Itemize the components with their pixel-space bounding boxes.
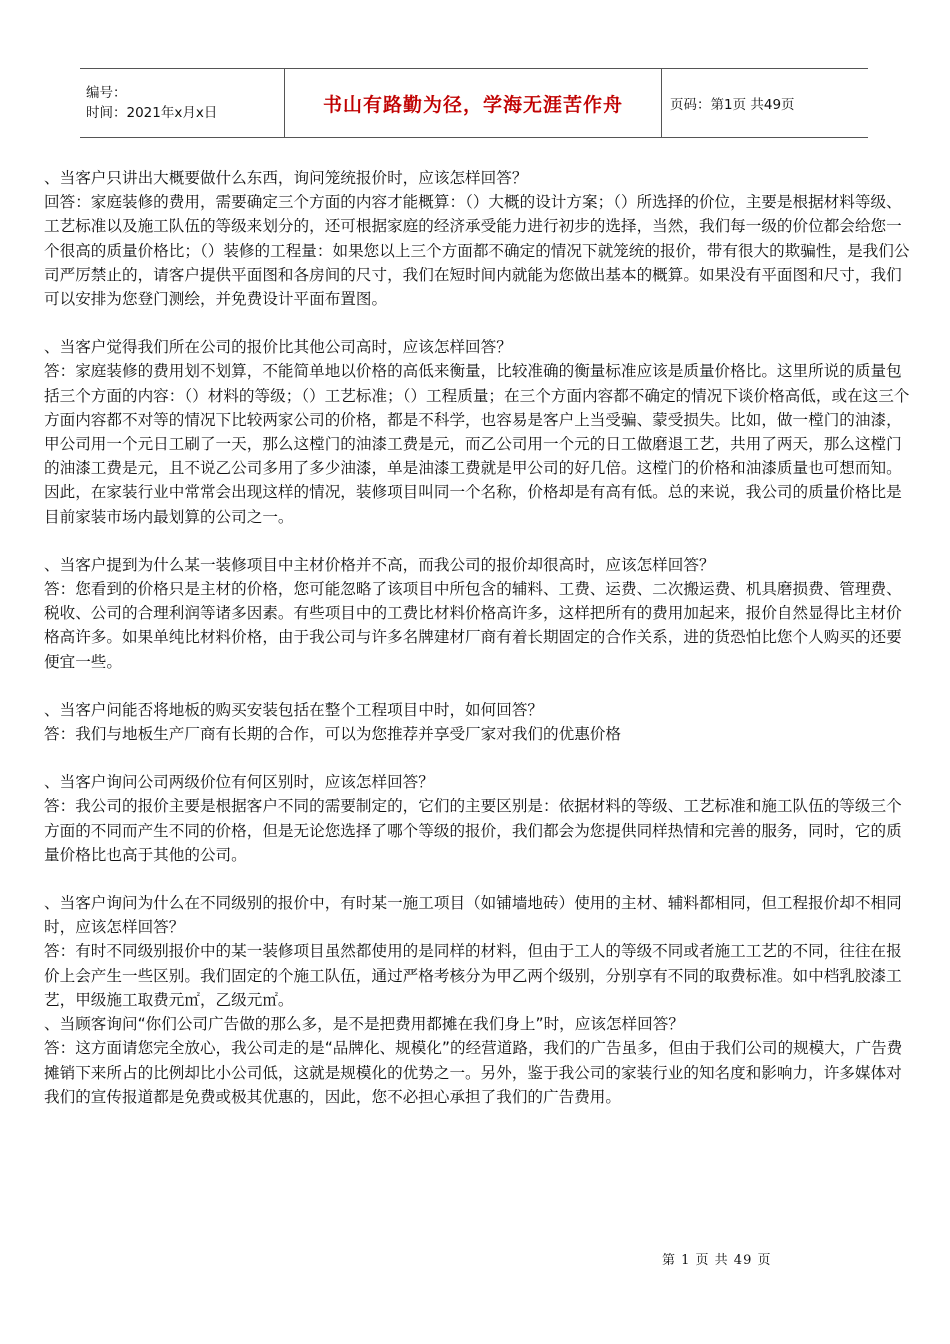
question: 、当客户问能否将地板的购买安装包括在整个工程项目中时，如何回答？ [44, 700, 544, 719]
question: 、当客户询问公司两级价位有何区别时，应该怎样回答？ [44, 773, 434, 792]
page-footer: 第 1 页 共 49 页 [662, 1253, 772, 1268]
qa-item [44, 166, 910, 311]
qa-item [44, 891, 910, 1012]
question: 、当客户觉得我们所在公司的报价比其他公司高时，应该怎样回答？ [44, 338, 512, 357]
question: 、当客户提到为什么某一装修项目中主材价格并不高，而我公司的报价却很高时，应该怎样回答？ [44, 555, 715, 574]
question: 、当顾客询问“你们公司广告做的那么多，是不是把费用都摊在我们身上”时，应该怎样回答？ [44, 1015, 684, 1034]
answer: 答：有时不同级别报价中的某一装修项目虽然都使用的是同样的材料，但由于工人的等级不同或者施工工艺的不同，往往在报价上会产生一些区别。我们固定的个施工队伍，通过严格考核分为甲乙两个级别，分别享有不同的取费标准。如中档乳胶漆工艺，甲级施工取费元㎡，乙级元㎡。 [44, 942, 902, 1009]
answer: 回答：家庭装修的费用，需要确定三个方面的内容才能概算：（）大概的设计方案；（）所选择的价位，主要是根据材料等级、工艺标准以及施工队伍的等级来划分的，还可根据家庭的经济承受能力进行初步的选择，当然，我们每一级的价位都会给您一个很高的质量价格比；（）装修的工程量：如果您以上三个方面都不确定的情况下就笼统的报价，带有很大的欺骗性，是我们公司严厉禁止的，请客户提供平面图和各房间的尺寸，我们在短时间内就能为您做出基本的概算。如果没有平面图和尺寸，我们可以安排为您登门测绘，并免费设计平面布置图。 [44, 193, 910, 309]
qa-item [44, 1012, 910, 1109]
qa-item [44, 698, 910, 746]
qa-item [44, 335, 910, 529]
page-header [80, 68, 868, 138]
answer: 答：我公司的报价主要是根据客户不同的需要制定的，它们的主要区别是：依据材料的等级、工艺标准和施工队伍的等级三个方面的不同而产生不同的价格，但是无论您选择了哪个等级的报价，我们都会为您提供同样热情和完善的服务，同时，它的质量价格比也高于其他的公司。 [44, 797, 902, 864]
answer: 答：这方面请您完全放心，我公司走的是“品牌化、规模化”的经营道路，我们的广告虽多，但由于我们公司的规模大，广告费摊销下来所占的比例却比小公司低，这就是规模化的优势之一。另外，鉴于我公司的家装行业的知名度和影响力，许多媒体对我们的宣传报道都是免费或极其优惠的，因此，您不必担心承担了我们的广告费用。 [44, 1039, 903, 1106]
answer: 答：家庭装修的费用划不划算，不能简单地以价格的高低来衡量，比较准确的衡量标准应该是质量价格比。这里所说的质量包括三个方面的内容：（）材料的等级；（）工艺标准；（）工程质量；在三个方面内容都不确定的情况下谈价格高低，或在这三个方面内容都不对等的情况下比较两家公司的价格，都是不科学，也容易是客户上当受骗、蒙受损失。比如，做一樘门的油漆，甲公司用一个元日工刷了一天，那么这樘门的油漆工费是元，而乙公司用一个元的日工做磨退工艺，共用了两天，那么这樘门的油漆工费是元，且不说乙公司多用了多少油漆，单是油漆工费就是甲公司的好几倍。这樘门的价格和油漆质量也可想而知。因此，在家装行业中常常会出现这样的情况，装修项目叫同一个名称，价格却是有高有低。总的来说，我公司的质量价格比是目前家装市场内最划算的公司之一。 [44, 362, 910, 526]
document-number: 编号： [86, 85, 127, 101]
document-body [44, 166, 910, 1133]
document-time: 时间：2021年x月x日 [86, 105, 218, 121]
question: 、当客户只讲出大概要做什么东西，询问笼统报价时，应该怎样回答？ [44, 169, 528, 187]
answer: 答：我们与地板生产厂商有长期的合作，可以为您推荐并享受厂家对我们的优惠价格 [44, 725, 621, 744]
header-meta [80, 69, 285, 137]
motto-text: 书山有路勤为径，学海无涯苦作舟 [322, 93, 623, 116]
qa-item [44, 770, 910, 867]
header-motto [285, 69, 662, 137]
answer: 答：您看到的价格只是主材的价格，您可能忽略了该项目中所包含的辅料、工费、运费、二次搬运费、机具磨损费、管理费、税收、公司的合理利润等诸多因素。有些项目中的工费比材料价格高许多，这样把所有的费用加起来，报价自然显得比主材价格高许多。如果单纯比材料价格，由于我公司与许多名牌建材厂商有着长期固定的合作关系，进的货恐怕比您个人购买的还要便宜一些。 [44, 580, 902, 671]
page-indicator: 页码：第1页 共49页 [670, 97, 795, 113]
qa-item [44, 553, 910, 674]
question: 、当客户询问为什么在不同级别的报价中，有时某一施工项目（如铺墙地砖）使用的主材、辅料都相同，但工程报价却不相同时，应该怎样回答？ [44, 894, 902, 937]
header-page [662, 69, 868, 137]
